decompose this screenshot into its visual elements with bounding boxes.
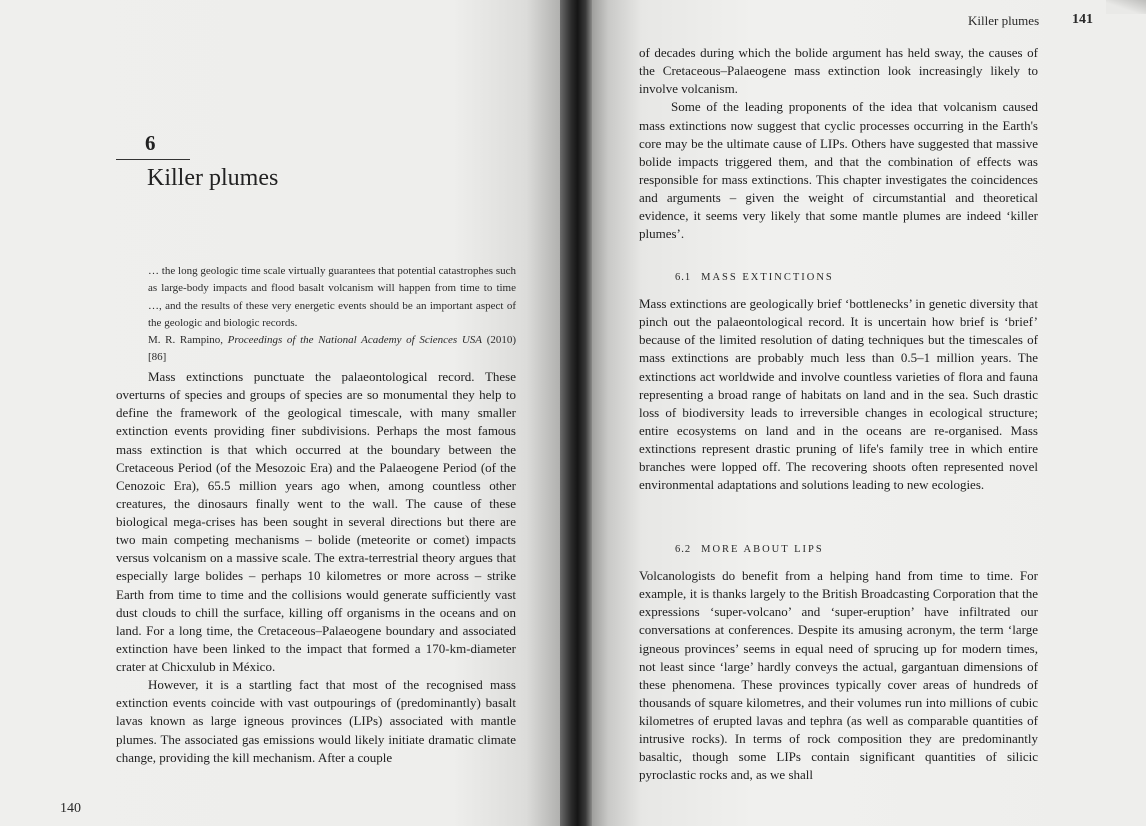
paragraph: However, it is a startling fact that most of the recognised mass extinction events coincide with vast outpourings of (predominantly) basalt lavas known as large igneous provinces (LIPs) associated with mantle plumes. The associated gas emissions would likely initiate dramatic climate change, providing the kill mechanism. After a couple	[116, 677, 516, 765]
paragraph: of decades during which the bolide argument has held sway, the causes of the Cretaceous–Palaeogene mass extinction look increasingly likely to involve volcanism.	[639, 45, 1038, 97]
attribution-author: M. R. Rampino,	[148, 334, 224, 347]
epigraph-quote: … the long geologic time scale virtually guarantees that potential catastrophes such as large-body impacts and flood basalt volcanism will happen from time to time …, and the results of these very energetic events should be an important aspect of the geologic and biologic records.	[148, 265, 516, 329]
chapter-rule	[116, 159, 190, 160]
attribution-reference: (2010) [86]	[148, 334, 517, 364]
right-intro-text	[639, 44, 1038, 243]
section-heading-6-1	[675, 272, 834, 283]
section-number: 6.2	[675, 544, 692, 555]
paragraph: Mass extinctions punctuate the palaeontological record. These overturns of species and groups of species are so monumental they help to define the framework of the geological timescale, with many smaller extinction events providing finer subdivisions. Perhaps the most famous mass extinction is that which occurred at the boundary between the Cretaceous Period (of the Mesozoic Era) and the Palaeogene Period (of the Cenozoic Era), 65.5 million years ago when, among countless other creatures, the dinosaurs finally went to the wall. The cause of these biological mega-crises has been sought in several directions but there are two main competing mechanisms – bolide (meteorite or comet) impacts versus volcanism on a massive scale. The extra-terrestrial theory argues that especially large bolides – perhaps 10 kilometres or more across – strike Earth from time to time and the collisions would generate sufficiently vast dust clouds to chill the surface, killing off organisms in the oceans and on land. For a long time, the Cretaceous–Palaeogene boundary and associated extinction have been linked to the impact that formed a 170-km-diameter crater at Chicxulub in México.	[116, 369, 516, 674]
attribution-journal: Proceedings of the National Academy of Sciences USA	[227, 334, 483, 347]
section-heading-6-2	[675, 544, 824, 555]
chapter-number: 6	[145, 131, 156, 155]
epigraph	[148, 263, 516, 367]
section-6-2-text	[639, 567, 1038, 785]
section-title: MORE ABOUT LIPS	[701, 544, 824, 555]
paragraph: Mass extinctions are geologically brief ‘bottlenecks’ in genetic diversity that pinch out the palaeontological record. It is uncertain how brief is ‘brief’ because of the limited resolution of dating techniques but the timescales of mass extinctions are probably much less than 0.5–1 million years. The extinctions act worldwide and involve countless varieties of flora and fauna representing a broad range of habitats on land and in the sea. Such drastic loss of biodiversity leads to irreversible changes in ecological structure; entire ecosystems on land and in the oceans are re-organised. Mass extinctions represent drastic pruning of life's family tree in which entire branches were lopped off. The recovering shoots often represented novel environmental adaptations and solutions leading to new ecologies.	[639, 296, 1038, 493]
page-corner	[1106, 0, 1146, 14]
chapter-title: Killer plumes	[147, 165, 279, 191]
running-head: Killer plumes	[968, 13, 1040, 28]
paragraph: Volcanologists do benefit from a helping hand from time to time. For example, it is thanks largely to the British Broadcasting Corporation that the expressions ‘super-volcano’ and ‘super-eruption’ have infiltrated our conversations at conferences. Despite its amusing acronym, the term ‘large igneous provinces’ seems in equal need of sprucing up for modern times, not least since ‘large’ hardly conveys the actual, gargantuan dimensions of these phenomena. These provinces typically cover areas of hundreds of thousands of square kilometres, and their volumes run into millions of cubic kilometres of erupted lavas and tephra (as well as comparable quantities of intrusive rocks). In terms of rock composition they are predominantly basaltic, though some LIPs contain significant quantities of silicic pyroclastic rocks and, as we shall	[639, 568, 1038, 783]
show-through-text	[60, 12, 63, 28]
epigraph-attribution	[148, 332, 516, 367]
section-6-1-text	[639, 295, 1038, 494]
section-title: MASS EXTINCTIONS	[701, 272, 834, 283]
page-number-left: 140	[60, 801, 81, 816]
book-gutter	[560, 0, 592, 826]
paragraph: Some of the leading proponents of the idea that volcanism caused mass extinctions now suggest that cyclic processes occurring in the Earth's core may be the ultimate cause of LIPs. Others have suggested that massive bolide impacts triggered them, and that the combination of effects was responsible for mass extinctions. This chapter investigates the coincidences and arguments – given the weight of circumstantial and theoretical evidence, it seems very likely that some mantle plumes are indeed ‘killer plumes’.	[639, 99, 1038, 242]
page-number-right: 141	[1072, 12, 1093, 27]
section-number: 6.1	[675, 272, 692, 283]
left-body-text	[116, 368, 516, 767]
